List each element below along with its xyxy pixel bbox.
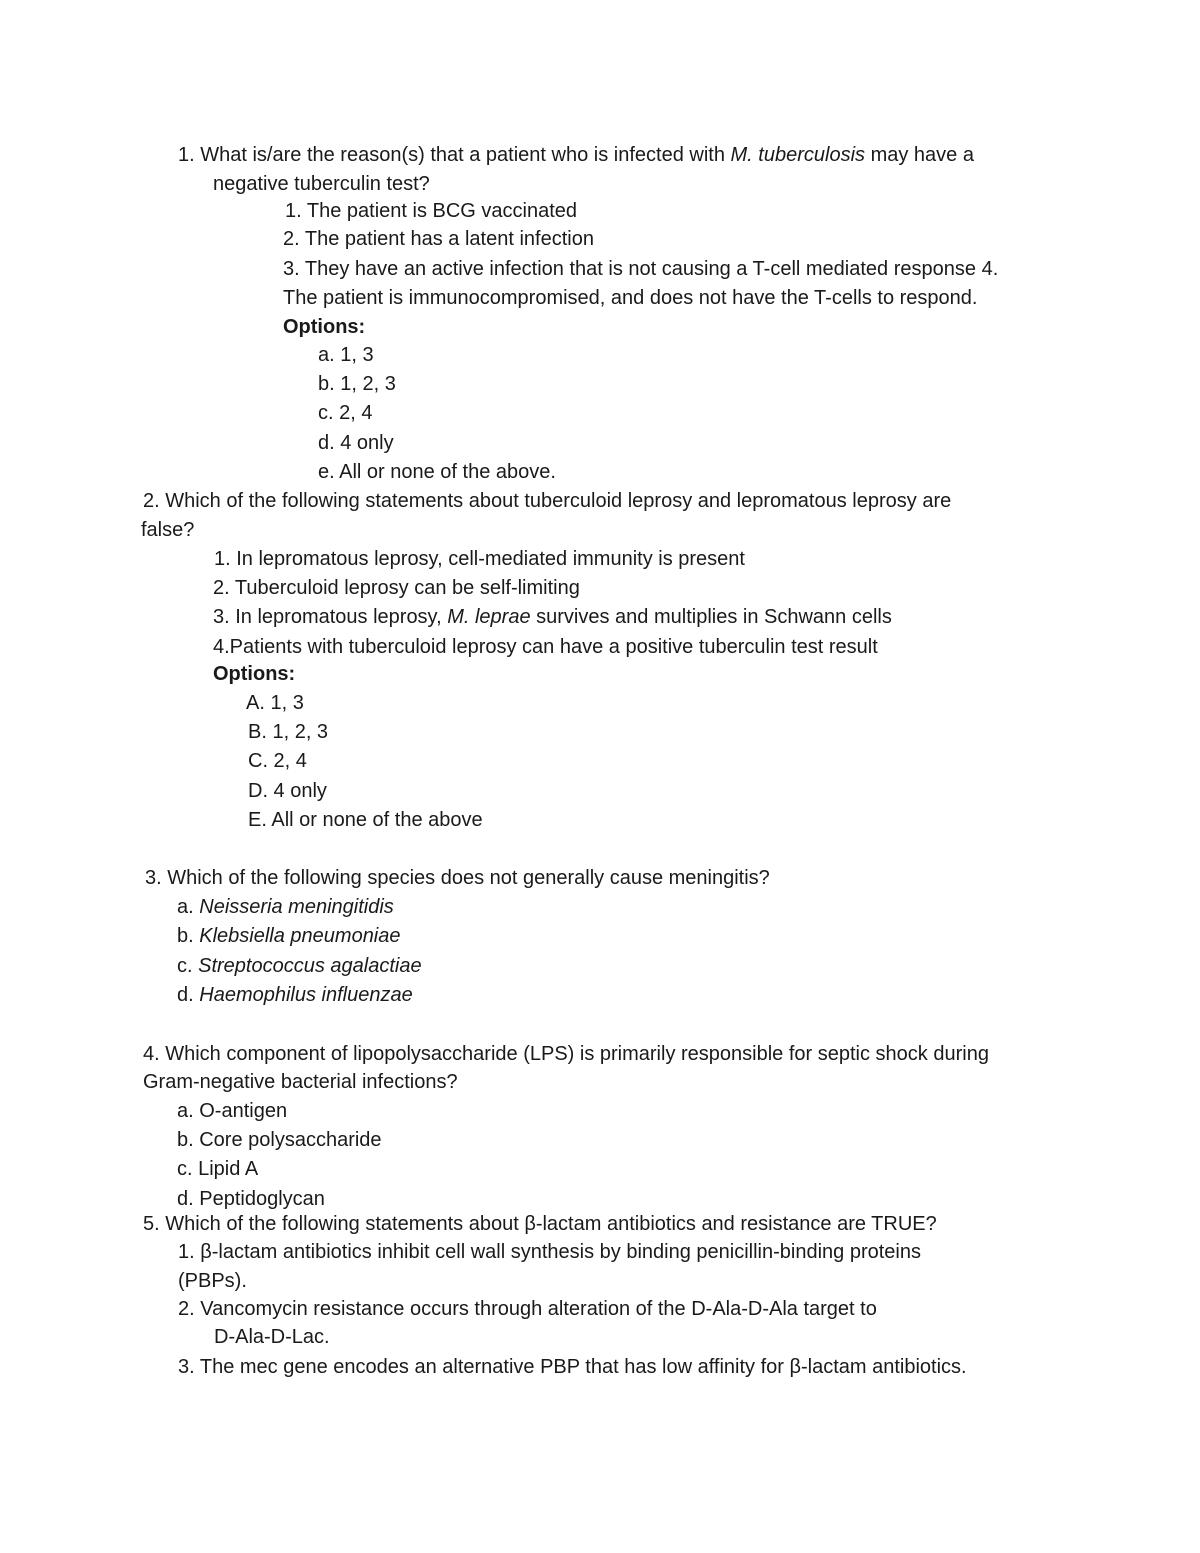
question-1-number: 1. bbox=[178, 144, 201, 166]
question-3-option bbox=[177, 983, 413, 1007]
question-1-options-label: Options: bbox=[283, 316, 366, 338]
question-1-stem-line2: negative tuberculin test? bbox=[213, 173, 430, 195]
question-5-item: 1. β-lactam antibiotics inhibit cell wall synthesis by binding penicillin-binding proteins bbox=[178, 1241, 921, 1263]
question-2-option: C. 2, 4 bbox=[248, 750, 307, 772]
question-3-option-species: Haemophilus influenzae bbox=[199, 984, 413, 1006]
question-3-option-letter: a. bbox=[177, 896, 200, 918]
question-2-item3-text: 3. In lepromatous leprosy, bbox=[213, 606, 448, 628]
question-2-item bbox=[213, 605, 892, 629]
question-5-item-cont: (PBPs). bbox=[178, 1270, 247, 1292]
question-3-option-species: Klebsiella pneumoniae bbox=[199, 925, 401, 947]
question-1-organism: M. tuberculosis bbox=[730, 144, 866, 166]
question-2-item: 1. In lepromatous leprosy, cell-mediated immunity is present bbox=[214, 548, 745, 570]
question-1-item: 1. The patient is BCG vaccinated bbox=[285, 200, 578, 222]
question-2-options-label: Options: bbox=[213, 663, 296, 685]
question-4-stem-line2: Gram-negative bacterial infections? bbox=[143, 1071, 458, 1093]
question-4-option: a. O-antigen bbox=[177, 1100, 288, 1122]
question-5-stem: 5. Which of the following statements about β-lactam antibiotics and resistance are TRUE? bbox=[143, 1213, 937, 1235]
question-3-option-species: Streptococcus agalactiae bbox=[198, 955, 422, 977]
question-1-option: a. 1, 3 bbox=[318, 344, 374, 366]
question-3-option-letter: c. bbox=[177, 955, 199, 977]
question-4-stem: 4. Which component of lipopolysaccharide (LPS) is primarily responsible for septic shock during bbox=[143, 1043, 989, 1065]
question-2-item3-text-end: survives and multiplies in Schwann cells bbox=[530, 606, 892, 628]
question-1-text-end: may have a bbox=[865, 144, 974, 166]
question-2-option: A. 1, 3 bbox=[246, 692, 304, 714]
question-4-option: d. Peptidoglycan bbox=[177, 1188, 325, 1210]
question-2-option: D. 4 only bbox=[248, 780, 327, 802]
question-3-option bbox=[177, 954, 422, 978]
question-3-stem: 3. Which of the following species does not generally cause meningitis? bbox=[145, 867, 770, 889]
question-2-stem-line2: false? bbox=[141, 519, 195, 541]
question-1-option: b. 1, 2, 3 bbox=[318, 373, 396, 395]
question-2-item3-organism: M. leprae bbox=[447, 606, 531, 628]
question-3-option-letter: b. bbox=[177, 925, 200, 947]
question-4-option: c. Lipid A bbox=[177, 1158, 259, 1180]
question-1-item: 2. The patient has a latent infection bbox=[283, 228, 594, 250]
question-1-item: 3. They have an active infection that is not causing a T-cell mediated response 4. bbox=[283, 258, 999, 280]
question-2-item: 2. Tuberculoid leprosy can be self-limiting bbox=[213, 577, 580, 599]
question-3-option bbox=[177, 924, 401, 948]
question-2-stem: 2. Which of the following statements about tuberculoid leprosy and lepromatous leprosy are bbox=[143, 490, 952, 512]
question-2-option: E. All or none of the above bbox=[248, 809, 483, 831]
question-5-item-cont: D-Ala-D-Lac. bbox=[214, 1326, 330, 1348]
question-5-item: 2. Vancomycin resistance occurs through alteration of the D-Ala-D-Ala target to bbox=[178, 1298, 877, 1320]
question-2-option: B. 1, 2, 3 bbox=[248, 721, 329, 743]
question-4-option: b. Core polysaccharide bbox=[177, 1129, 382, 1151]
question-1-option: c. 2, 4 bbox=[318, 402, 373, 424]
question-3-option-species: Neisseria meningitidis bbox=[199, 896, 394, 918]
question-2-item: 4.Patients with tuberculoid leprosy can have a positive tuberculin test result bbox=[213, 636, 878, 658]
question-3-option-letter: d. bbox=[177, 984, 200, 1006]
question-5-item: 3. The mec gene encodes an alternative PBP that has low affinity for β-lactam antibiotics. bbox=[178, 1356, 967, 1378]
question-3-option bbox=[177, 895, 394, 919]
question-1-stem bbox=[178, 143, 974, 167]
question-1-option: d. 4 only bbox=[318, 432, 394, 454]
question-1-text: What is/are the reason(s) that a patient who is infected with bbox=[200, 144, 731, 166]
question-1-option: e. All or none of the above. bbox=[318, 461, 556, 483]
question-1-item: The patient is immunocompromised, and does not have the T-cells to respond. bbox=[283, 287, 978, 309]
